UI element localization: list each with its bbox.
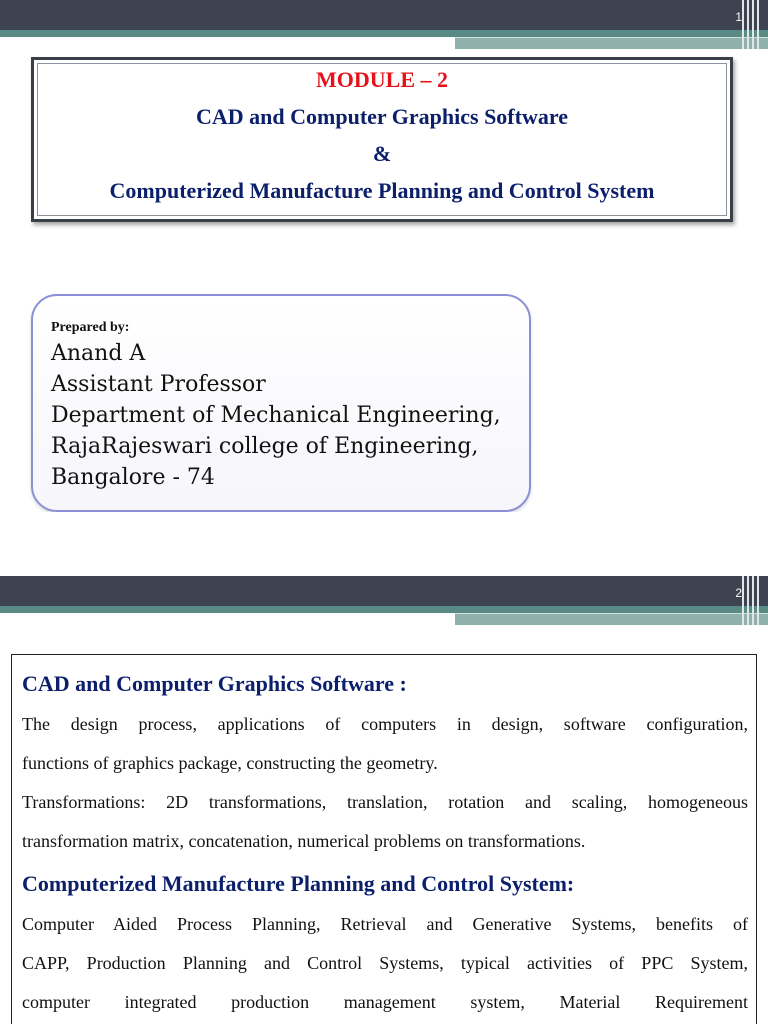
module-title: MODULE – 2 [316,67,448,92]
prepared-by-label: Prepared by: [51,320,130,335]
subject-title-2: Computerized Manufacture Planning and Control System [109,178,655,203]
title-box [31,57,733,222]
section-cmpc-line-2: CAPP, Production Planning and Control Systems, typical activities of PPC System, [22,953,748,973]
section-cmpc-line-3: computer integrated production management system, Material Requirement [22,992,748,1012]
syllabus-box [11,654,757,1024]
author-city: Bangalore - 74 [51,465,215,490]
author-department: Department of Mechanical Engineering, [51,403,501,428]
author-box [31,294,531,512]
header-accent-line [455,613,768,614]
header-accent-stripe [0,30,768,37]
author-designation: Assistant Professor [51,372,266,397]
section-heading-cad: CAD and Computer Graphics Software : [22,671,407,696]
section-cad-line-3: Transformations: 2D transformations, translation, rotation and scaling, homogeneous [22,792,748,812]
section-cad-line-1: The design process, applications of computers in design, software configuration, [22,714,748,734]
header-bar [0,576,768,606]
slide-separator [0,512,768,576]
header-decor-bars [742,576,760,625]
subject-title-1: CAD and Computer Graphics Software [196,104,568,129]
section-cmpc-line-1: Computer Aided Process Planning, Retrieval and Generative Systems, benefits of [22,914,748,934]
section-cad-line-2: functions of graphics package, constructing the geometry. [22,753,438,773]
slide-2 [0,576,768,1024]
header-accent-block [455,613,768,625]
header-accent-line [455,37,768,38]
author-college: RajaRajeswari college of Engineering, [51,434,479,459]
header-decor-bars [742,0,760,49]
header-accent-stripe [0,606,768,613]
slide-number: 2 [735,586,742,600]
slide-number: 1 [735,10,742,24]
section-heading-cmpc: Computerized Manufacture Planning and Control System: [22,871,575,896]
header-bar [0,0,768,30]
author-name: Anand A [51,341,146,366]
section-cad-line-4: transformation matrix, concatenation, numerical problems on transformations. [22,831,586,851]
title-ampersand: & [372,141,392,166]
header-accent-block [455,37,768,49]
